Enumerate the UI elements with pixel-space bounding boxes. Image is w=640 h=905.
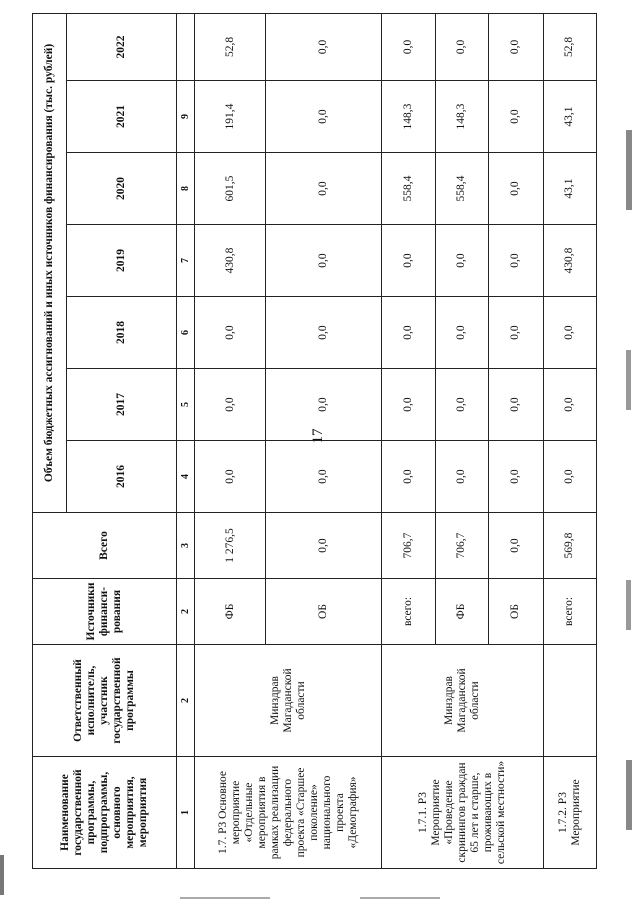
row-value: 0,0	[382, 13, 435, 80]
row-responsible	[543, 645, 596, 757]
scan-artifact	[360, 897, 440, 899]
row-value: 430,8	[195, 225, 265, 297]
row-value: 0,0	[195, 441, 265, 513]
header-name: Наименование государственной программы, подпрограммы, основного мероприятия, мероприятия	[33, 757, 177, 869]
scan-artifact	[0, 855, 4, 895]
row-value: 601,5	[195, 153, 265, 225]
scan-artifact	[626, 580, 631, 630]
row-value: 43,1	[543, 153, 596, 225]
row-value: 0,0	[435, 369, 488, 441]
header-year: 2022	[66, 13, 176, 80]
col-number	[177, 13, 195, 80]
row-value: 0,0	[382, 297, 435, 369]
header-year: 2016	[66, 441, 176, 513]
row-total: 0,0	[265, 513, 382, 579]
row-total: 706,7	[382, 513, 435, 579]
col-number: 2	[177, 579, 195, 645]
row-value: 0,0	[488, 225, 543, 297]
row-value: 0,0	[382, 225, 435, 297]
row-source: ФБ	[195, 579, 265, 645]
col-number: 1	[177, 757, 195, 869]
header-year: 2019	[66, 225, 176, 297]
scan-artifact	[626, 130, 632, 210]
col-number: 4	[177, 441, 195, 513]
header-year: 2021	[66, 81, 176, 153]
row-value: 0,0	[265, 13, 382, 80]
col-number: 9	[177, 81, 195, 153]
row-value: 0,0	[195, 297, 265, 369]
row-value: 0,0	[543, 369, 596, 441]
row-value: 43,1	[543, 81, 596, 153]
col-number: 6	[177, 297, 195, 369]
row-value: 191,4	[195, 81, 265, 153]
scan-artifact	[626, 760, 632, 830]
row-value: 52,8	[195, 13, 265, 80]
row-value: 0,0	[382, 369, 435, 441]
row-value: 52,8	[543, 13, 596, 80]
header-sources: Источники финанси-рования	[33, 579, 177, 645]
row-value: 0,0	[265, 81, 382, 153]
col-number: 7	[177, 225, 195, 297]
scan-artifact	[180, 897, 270, 899]
header-responsible: Ответственный исполнитель, участник государственной программы	[33, 645, 177, 757]
row-value: 0,0	[265, 297, 382, 369]
row-source: всего:	[382, 579, 435, 645]
row-value: 0,0	[488, 13, 543, 80]
row-source: ОБ	[265, 579, 382, 645]
row-value: 0,0	[488, 369, 543, 441]
row-value: 148,3	[435, 81, 488, 153]
row-total: 1 276,5	[195, 513, 265, 579]
funding-table	[32, 13, 597, 869]
col-number: 3	[177, 513, 195, 579]
col-number: 8	[177, 153, 195, 225]
row-total: 569,8	[543, 513, 596, 579]
header-total: Всего	[33, 513, 177, 579]
row-source: ОБ	[488, 579, 543, 645]
row-value: 0,0	[435, 297, 488, 369]
row-name: 1.7.1. Р3 Мероприятие «Проведение скринингов граждан 65 лет и старше, проживающих в сельской местности»	[382, 757, 543, 869]
row-responsible: Минздрав Магаданской области	[195, 645, 382, 757]
row-value: 430,8	[543, 225, 596, 297]
row-value: 0,0	[195, 369, 265, 441]
row-value: 558,4	[382, 153, 435, 225]
row-responsible: Минздрав Магаданской области	[382, 645, 543, 757]
rotated-table-wrapper	[32, 14, 597, 869]
row-value: 0,0	[435, 225, 488, 297]
row-source: всего:	[543, 579, 596, 645]
header-year: 2020	[66, 153, 176, 225]
row-name: 1.7. Р3 Основное мероприятие «Отдельные мероприятия в рамках реализации федерального проекта «Старшее поколение» национального проекта «Демография»	[195, 757, 382, 869]
row-value: 0,0	[265, 441, 382, 513]
row-value: 0,0	[488, 441, 543, 513]
row-total: 0,0	[488, 513, 543, 579]
col-number: 5	[177, 369, 195, 441]
col-number: 2	[177, 645, 195, 757]
row-value: 0,0	[488, 81, 543, 153]
row-total: 706,7	[435, 513, 488, 579]
row-value: 0,0	[488, 153, 543, 225]
page-number: 17	[310, 428, 326, 444]
header-year: 2018	[66, 297, 176, 369]
row-value: 148,3	[382, 81, 435, 153]
row-value: 0,0	[265, 369, 382, 441]
row-value: 0,0	[543, 297, 596, 369]
row-value: 0,0	[265, 225, 382, 297]
row-value: 0,0	[265, 153, 382, 225]
row-value: 0,0	[435, 13, 488, 80]
row-value: 0,0	[435, 441, 488, 513]
row-name: 1.7.2. Р3 Мероприятие	[543, 757, 596, 869]
row-value: 0,0	[488, 297, 543, 369]
row-value: 0,0	[543, 441, 596, 513]
header-funding-group: Объем бюджетных ассигнований и иных источников финансирования (тыс. рублей)	[33, 13, 67, 512]
scan-artifact	[626, 350, 631, 410]
row-value: 558,4	[435, 153, 488, 225]
header-year: 2017	[66, 369, 176, 441]
row-value: 0,0	[382, 441, 435, 513]
row-source: ФБ	[435, 579, 488, 645]
